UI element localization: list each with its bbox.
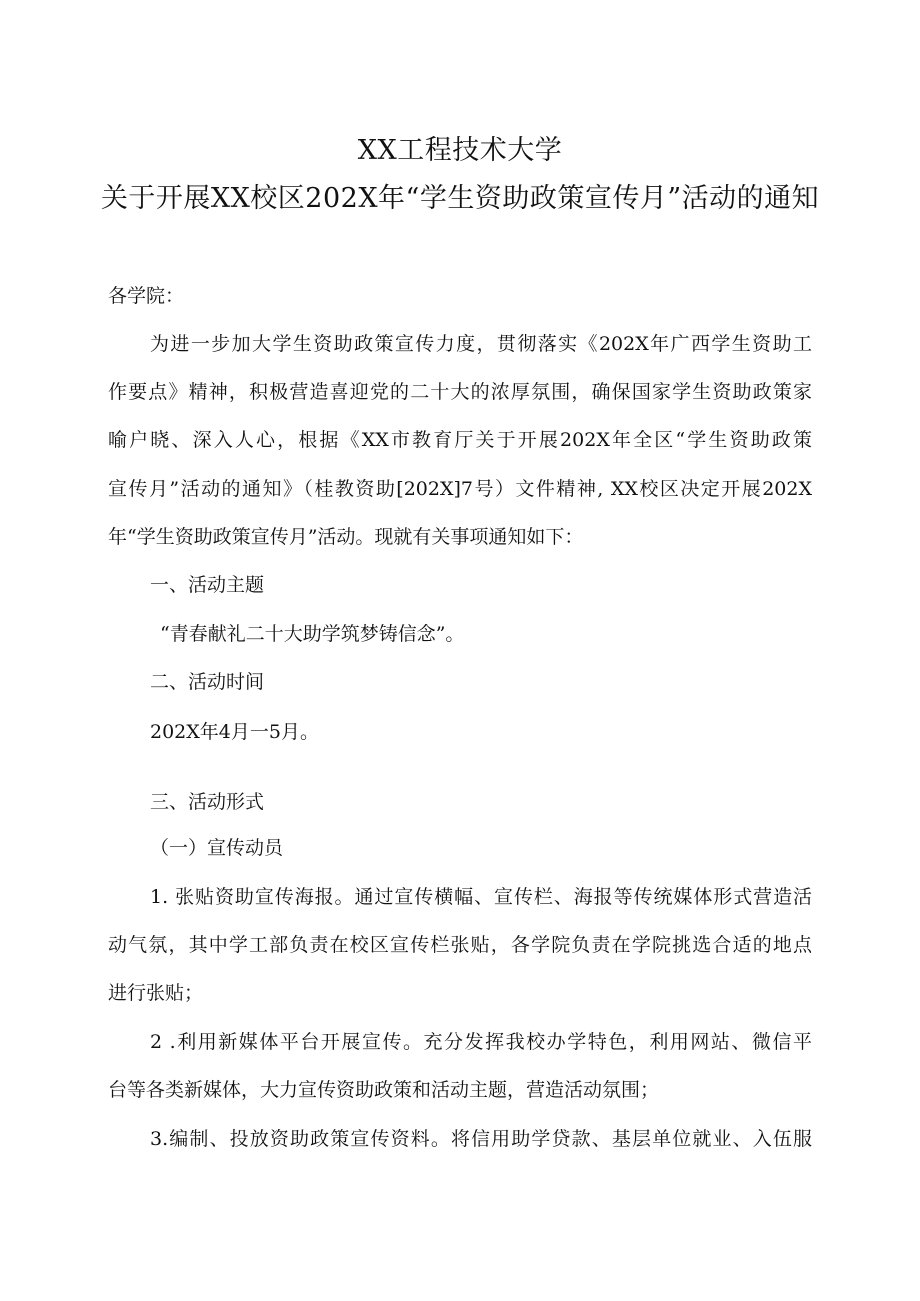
subsection-heading-publicity: （一）宣传动员: [150, 837, 284, 859]
section-text-theme: “青春献礼二十大助学筑梦铸信念”。: [160, 623, 465, 645]
intro-line: 宣传月”活动的通知》（桂教资助[202X]7号）文件精神, XX校区决定开展202X: [108, 478, 812, 500]
intro-line: 年“学生资助政策宣传月”活动。现就有关事项通知如下：: [108, 526, 584, 548]
section-text-time: 202X年4月一5月。: [150, 721, 319, 743]
document-title: XX工程技术大学: [357, 135, 563, 166]
item-line: 进行张贴；: [108, 982, 204, 1004]
section-heading-time: 二、活动时间: [150, 671, 265, 693]
item-line: 1. 张贴资助宣传海报。通过宣传横幅、宣传栏、海报等传统媒体形式营造活: [150, 886, 812, 908]
item-line: 台等各类新媒体，大力宣传资助政策和活动主题，营造活动氛围；: [108, 1079, 660, 1101]
item-line: 2 .利用新媒体平台开展宣传。充分发挥我校办学特色，利用网站、微信平: [150, 1031, 812, 1053]
section-heading-form: 三、活动形式: [150, 791, 265, 813]
intro-line: 作要点》精神，积极营造喜迎党的二十大的浓厚氛围，确保国家学生资助政策家: [108, 381, 812, 403]
document-subtitle: 关于开展XX校区202X年“学生资助政策宣传月”活动的通知: [100, 183, 820, 214]
intro-line: 喻户晓、深入人心，根据《XX市教育厅关于开展202X年全区“学生资助政策: [108, 429, 812, 451]
section-heading-theme: 一、活动主题: [150, 574, 265, 596]
item-line: 动气氛，其中学工部负责在校区宣传栏张贴，各学院负责在学院挑选合适的地点: [108, 934, 812, 956]
salutation: 各学院：: [108, 285, 185, 307]
intro-line: 为进一步加大学生资助政策宣传力度，贯彻落实《202X年广西学生资助工: [150, 333, 812, 355]
item-line: 3.编制、投放资助政策宣传资料。将信用助学贷款、基层单位就业、入伍服: [150, 1128, 812, 1150]
